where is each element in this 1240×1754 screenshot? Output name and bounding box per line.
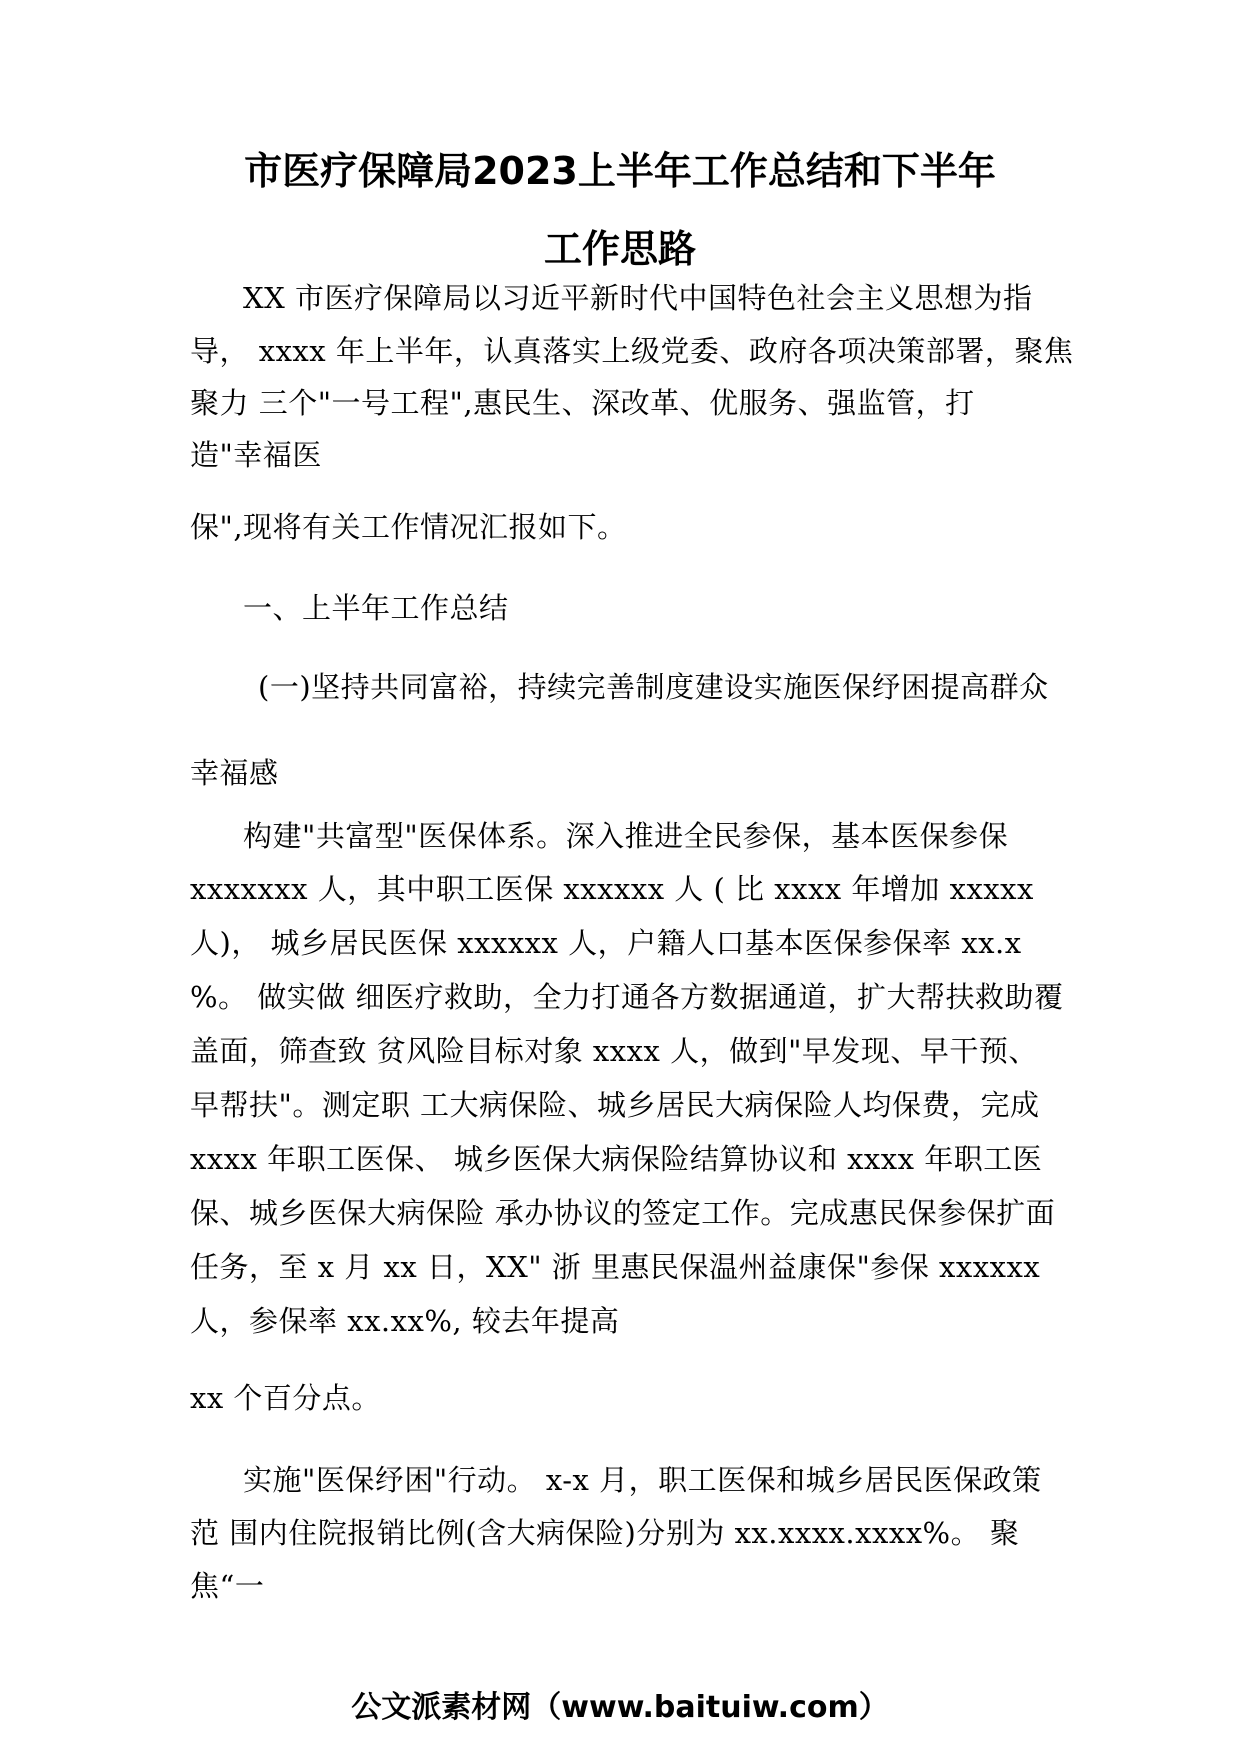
body-line: 任务，至 x 月 xx 日，XX" 浙 里惠民保温州益康保"参保 xxxxxx [190, 1250, 1041, 1284]
document-title-line-2: 工作思路 [543, 227, 696, 271]
body-line: 实施"医保纾困"行动。 x-x 月，职工医保和城乡居民医保政策 [243, 1463, 1042, 1497]
body-line: 保、城乡医保大病保险 承办协议的签定工作。完成惠民保参保扩面 [190, 1196, 1056, 1230]
subsection-heading: (一)坚持共同富裕，持续完善制度建设实施医保纾困提高群众 [258, 670, 1049, 704]
subsection-heading-cont: 幸福感 [190, 756, 279, 790]
body-line: xxxx 年职工医保、 城乡医保大病保险结算协议和 xxxx 年职工医 [190, 1142, 1043, 1176]
body-line: 导， xxxx 年上半年，认真落实上级党委、政府各项决策部署，聚焦 [190, 334, 1074, 368]
body-line: 早帮扶"。测定职 工大病保险、城乡居民大病保险人均保费，完成 [190, 1088, 1040, 1122]
body-line: %。 做实做 细医疗救助，全力打通各方数据通道，扩大帮扶救助覆 [190, 980, 1064, 1014]
body-line: 造"幸福医 [190, 438, 322, 472]
body-line: 构建"共富型"医保体系。深入推进全民参保，基本医保参保 [243, 819, 1009, 853]
body-line: XX 市医疗保障局以习近平新时代中国特色社会主义思想为指 [243, 281, 1033, 315]
body-line: xx 个百分点。 [190, 1381, 381, 1415]
body-line: 保",现将有关工作情况汇报如下。 [190, 510, 627, 544]
document-title-line-1: 市医疗保障局2023上半年工作总结和下半年 [244, 149, 996, 193]
footer-watermark: 公文派素材网（www.baituiw.com） [351, 1690, 889, 1725]
body-line: 人)， 城乡居民医保 xxxxxx 人，户籍人口基本医保参保率 xx.x [190, 926, 1022, 960]
body-line: 聚力 三个"一号工程",惠民生、深改革、优服务、强监管，打 [190, 386, 975, 420]
body-line: 范 围内住院报销比例(含大病保险)分别为 xx.xxxx.xxxx%。 聚 [190, 1516, 1020, 1550]
section-heading: 一、上半年工作总结 [243, 591, 509, 625]
body-line: 盖面，筛查致 贫风险目标对象 xxxx 人，做到"早发现、早干预、 [190, 1034, 1038, 1068]
body-line: 人，参保率 xx.xx%, 较去年提高 [190, 1304, 620, 1338]
body-line: xxxxxxx 人，其中职工医保 xxxxxx 人 ( 比 xxxx 年增加 xxxxx [190, 872, 1034, 906]
body-line: 焦“一 [190, 1569, 265, 1603]
